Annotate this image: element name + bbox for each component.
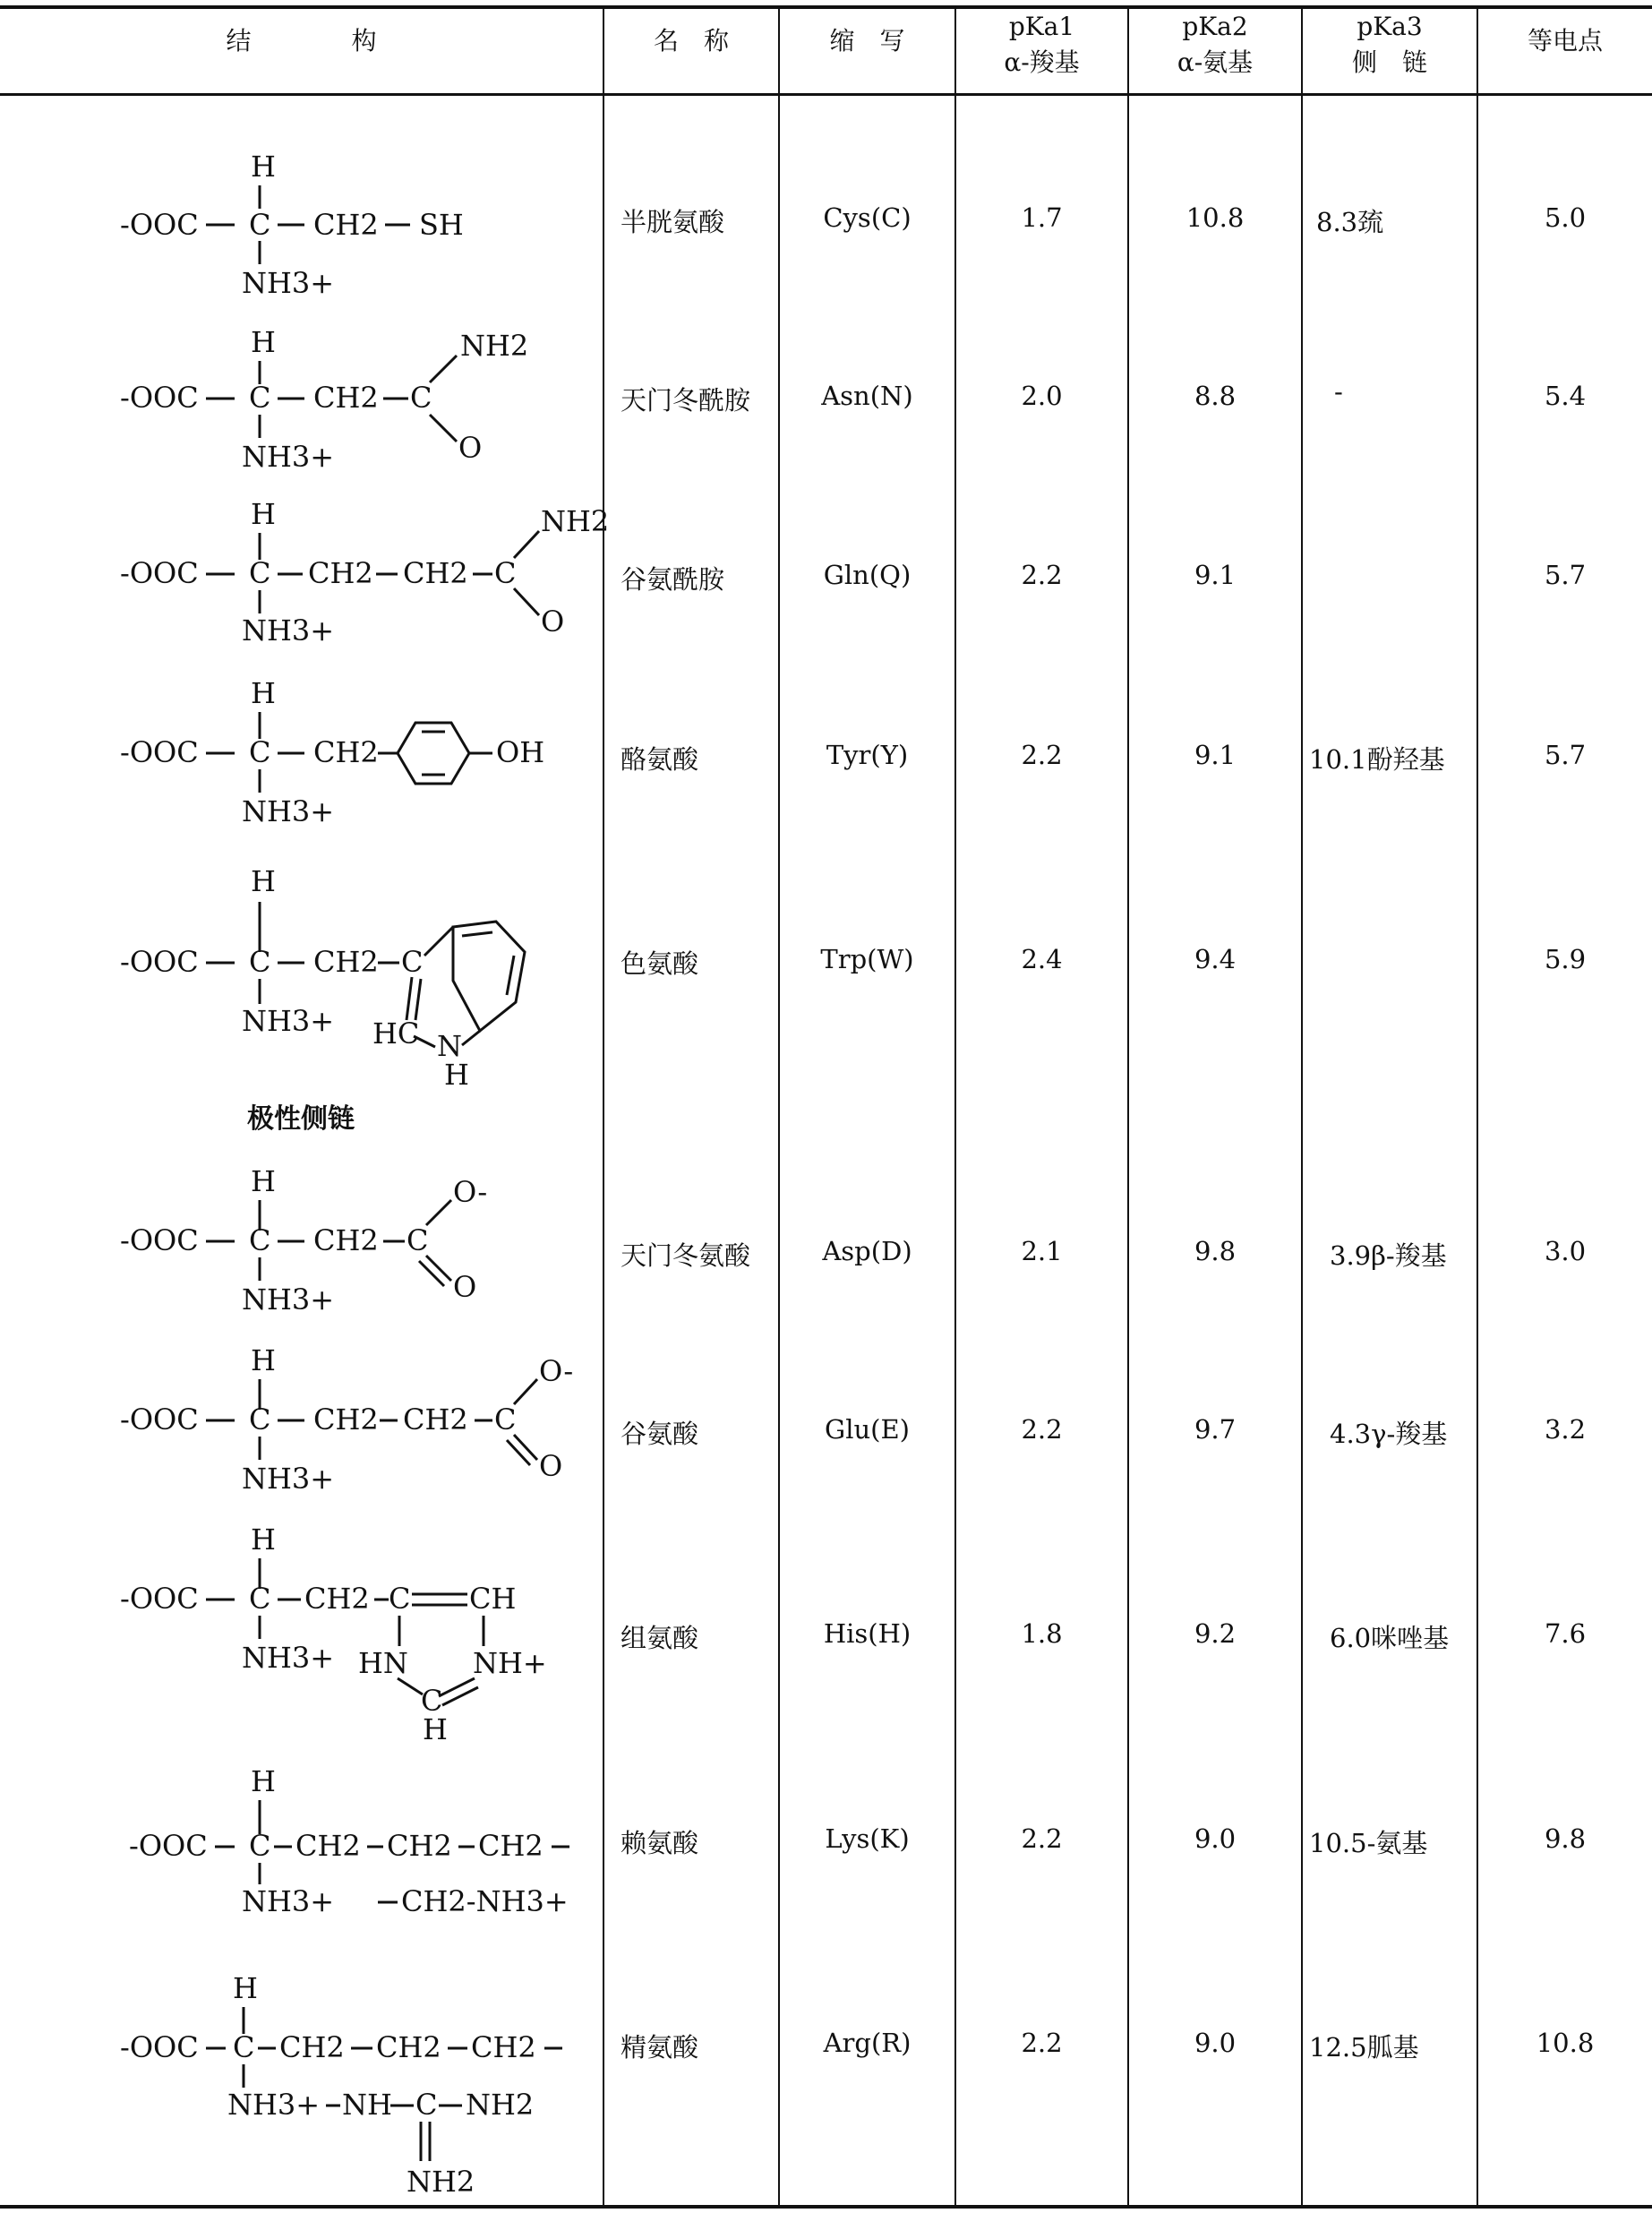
svg-text:NH3+: NH3+ [242, 1462, 335, 1496]
amino-acid-abbr: Asn(N) [821, 381, 913, 411]
structure-asp [116, 1155, 528, 1325]
pka3-value: 8.3巯 [1316, 207, 1384, 237]
section-label-polar: 极性侧链 [247, 1103, 355, 1135]
svg-text:C: C [249, 945, 271, 979]
svg-text:NH: NH [342, 2088, 392, 2122]
svg-text:CH2: CH2 [308, 556, 373, 590]
svg-text:C: C [494, 1402, 517, 1437]
svg-text:C: C [401, 945, 424, 979]
svg-text:C: C [249, 556, 271, 590]
col-divider [1477, 7, 1478, 2206]
svg-text:C: C [494, 556, 517, 590]
pka1-value: 2.1 [1021, 1236, 1063, 1266]
svg-text:OH: OH [496, 735, 545, 769]
isoelectric-point-value: 5.4 [1544, 381, 1587, 411]
svg-text:-OOC: -OOC [120, 556, 199, 590]
svg-text:H: H [251, 676, 276, 710]
svg-text:CH2: CH2 [376, 2030, 441, 2064]
top-rule [0, 5, 1652, 9]
svg-text:CH2: CH2 [304, 1582, 370, 1616]
svg-text:NH3+: NH3+ [242, 266, 335, 300]
amino-acid-name: 半胱氨酸 [621, 207, 725, 237]
structure-trp [116, 855, 582, 1092]
amino-acid-abbr: Gln(Q) [823, 560, 912, 590]
svg-text:C: C [249, 1829, 271, 1863]
svg-text:O: O [539, 1449, 563, 1483]
amino-acid-name: 谷氨酰胺 [621, 564, 725, 595]
amino-acid-abbr: Tyr(Y) [826, 740, 909, 770]
pka1-value: 1.8 [1021, 1618, 1063, 1649]
structure-glu [116, 1334, 600, 1505]
svg-text:NH3+: NH3+ [242, 1884, 335, 1918]
svg-text:H: H [251, 1523, 276, 1557]
svg-text:CH2: CH2 [313, 208, 379, 242]
amino-acid-name: 色氨酸 [621, 948, 699, 979]
svg-text:NH2: NH2 [407, 2165, 475, 2199]
header-pka1-sub: α-羧基 [1004, 47, 1080, 77]
svg-text:H: H [251, 864, 276, 898]
svg-text:C: C [249, 1223, 271, 1257]
isoelectric-point-value: 5.0 [1544, 202, 1587, 233]
svg-text:C: C [410, 381, 432, 415]
structure-gln [116, 488, 610, 649]
structure-cys [116, 139, 501, 300]
svg-text:SH: SH [419, 208, 464, 242]
svg-text:C: C [407, 1223, 429, 1257]
svg-text:C: C [389, 1582, 411, 1616]
svg-text:NH3+: NH3+ [242, 794, 335, 828]
amino-acid-abbr: Glu(E) [825, 1414, 910, 1445]
svg-text:CH2-NH3+: CH2-NH3+ [401, 1884, 569, 1918]
pka2-value: 10.8 [1186, 202, 1245, 233]
svg-text:O-: O- [453, 1175, 488, 1209]
svg-text:C: C [249, 735, 271, 769]
svg-text:HN: HN [358, 1646, 408, 1680]
svg-text:CH2: CH2 [403, 1402, 468, 1437]
svg-text:C: C [249, 1402, 271, 1437]
isoelectric-point-value: 3.0 [1544, 1236, 1587, 1266]
svg-text:H: H [251, 1764, 276, 1798]
svg-text:NH3+: NH3+ [242, 1282, 335, 1317]
structure-tyr [116, 667, 546, 837]
pka1-value: 2.4 [1021, 944, 1063, 974]
svg-text:-OOC: -OOC [120, 208, 199, 242]
header-isoelectric-point: 等电点 [1527, 26, 1603, 56]
svg-text:HC: HC [372, 1016, 420, 1051]
pka3-value: 12.5胍基 [1309, 2032, 1419, 2063]
svg-text:H: H [444, 1058, 469, 1092]
pka2-value: 9.0 [1194, 2028, 1237, 2058]
header-pka2-sub: α-氨基 [1177, 47, 1254, 77]
col-divider [1301, 7, 1303, 2206]
svg-text:NH2: NH2 [466, 2088, 535, 2122]
svg-text:H: H [251, 150, 276, 184]
svg-text:O: O [453, 1270, 477, 1304]
amino-acid-abbr: His(H) [823, 1618, 912, 1649]
pka2-value: 9.1 [1194, 740, 1237, 770]
pka1-value: 2.2 [1021, 1414, 1063, 1445]
svg-text:-OOC: -OOC [120, 2030, 199, 2064]
isoelectric-point-value: 5.9 [1544, 944, 1587, 974]
amino-acid-name: 组氨酸 [621, 1623, 699, 1653]
structure-arg [116, 1966, 600, 2208]
svg-text:NH3+: NH3+ [242, 440, 335, 474]
header-pka3: pKa3 [1357, 12, 1423, 41]
svg-text:-OOC: -OOC [120, 1402, 199, 1437]
col-divider [603, 7, 604, 2206]
col-divider [1127, 7, 1129, 2206]
svg-text:NH3+: NH3+ [242, 613, 335, 648]
svg-text:NH3+: NH3+ [242, 1641, 335, 1675]
header-structure: 结 构 [226, 26, 377, 56]
svg-text:CH2: CH2 [313, 735, 379, 769]
header-rule [0, 93, 1652, 96]
pka2-value: 9.1 [1194, 560, 1237, 590]
structure-lys [116, 1764, 600, 1934]
svg-text:CH2: CH2 [478, 1829, 544, 1863]
svg-text:-OOC: -OOC [120, 381, 199, 415]
amino-acid-name: 谷氨酸 [621, 1419, 699, 1449]
svg-text:CH: CH [469, 1582, 517, 1616]
pka1-value: 2.0 [1021, 381, 1063, 411]
svg-text:C: C [249, 208, 271, 242]
svg-text:CH2: CH2 [295, 1829, 361, 1863]
amino-acid-name: 天门冬氨酸 [621, 1240, 751, 1271]
svg-text:NH+: NH+ [473, 1646, 547, 1680]
isoelectric-point-value: 9.8 [1544, 1823, 1587, 1854]
structure-his [116, 1514, 582, 1746]
pka1-value: 2.2 [1021, 740, 1063, 770]
svg-text:N: N [437, 1029, 462, 1063]
svg-text:H: H [251, 325, 276, 359]
header-pka3-sub: 侧 链 [1351, 47, 1427, 77]
svg-text:CH2: CH2 [313, 1223, 379, 1257]
svg-text:-OOC: -OOC [120, 1223, 199, 1257]
pka3-value: 6.0咪唑基 [1330, 1623, 1450, 1653]
svg-text:NH3+: NH3+ [227, 2088, 321, 2122]
svg-text:CH2: CH2 [403, 556, 468, 590]
svg-text:C: C [249, 1582, 271, 1616]
pka3-value: 4.3γ-羧基 [1330, 1419, 1448, 1449]
structure-asn [116, 318, 537, 479]
pka2-value: 9.2 [1194, 1618, 1237, 1649]
pka2-value: 9.8 [1194, 1236, 1237, 1266]
amino-acid-abbr: Asp(D) [822, 1236, 912, 1266]
pka3-value: 3.9β-羧基 [1330, 1240, 1447, 1271]
svg-text:NH2: NH2 [541, 504, 610, 538]
svg-text:-OOC: -OOC [120, 735, 199, 769]
header-name: 名 称 [653, 26, 729, 56]
header-pka1: pKa1 [1008, 12, 1075, 41]
amino-acid-abbr: Cys(C) [823, 202, 912, 233]
pka1-value: 2.2 [1021, 560, 1063, 590]
svg-text:O: O [458, 431, 483, 465]
amino-acid-abbr: Trp(W) [820, 944, 914, 974]
pka2-value: 9.0 [1194, 1823, 1237, 1854]
amino-acid-name: 赖氨酸 [621, 1828, 699, 1858]
svg-text:CH2: CH2 [313, 1402, 379, 1437]
svg-text:CH2: CH2 [313, 381, 379, 415]
pka3-value: - [1334, 376, 1343, 407]
svg-text:CH2: CH2 [471, 2030, 536, 2064]
svg-text:NH3+: NH3+ [242, 1004, 335, 1038]
svg-text:H: H [251, 497, 276, 531]
pka2-value: 9.4 [1194, 944, 1237, 974]
svg-text:C: C [249, 381, 271, 415]
svg-text:C: C [415, 2088, 438, 2122]
svg-text:CH2: CH2 [313, 945, 379, 979]
isoelectric-point-value: 10.8 [1536, 2028, 1595, 2058]
svg-text:C: C [421, 1684, 443, 1718]
svg-text:H: H [251, 1164, 276, 1198]
amino-acid-abbr: Arg(R) [823, 2028, 912, 2058]
pka2-value: 9.7 [1194, 1414, 1237, 1445]
header-pka2: pKa2 [1182, 12, 1248, 41]
isoelectric-point-value: 7.6 [1544, 1618, 1587, 1649]
amino-acid-name: 精氨酸 [621, 2032, 699, 2063]
pka1-value: 1.7 [1021, 202, 1063, 233]
col-divider [778, 7, 780, 2206]
svg-text:NH2: NH2 [460, 329, 529, 363]
amino-acid-abbr: Lys(K) [825, 1823, 910, 1854]
pka1-value: 2.2 [1021, 2028, 1063, 2058]
pka2-value: 8.8 [1194, 381, 1237, 411]
isoelectric-point-value: 3.2 [1544, 1414, 1587, 1445]
col-divider [954, 7, 956, 2206]
svg-text:-OOC: -OOC [120, 1582, 199, 1616]
amino-acid-name: 天门冬酰胺 [621, 385, 751, 416]
svg-text:C: C [233, 2030, 255, 2064]
pka3-value: 10.1酚羟基 [1309, 744, 1445, 775]
pka1-value: 2.2 [1021, 1823, 1063, 1854]
svg-text:O-: O- [539, 1354, 574, 1388]
svg-text:H: H [423, 1712, 448, 1746]
header-abbr: 缩 写 [829, 26, 905, 56]
svg-text:-OOC: -OOC [120, 945, 199, 979]
svg-text:CH2: CH2 [279, 2030, 345, 2064]
amino-acid-name: 酪氨酸 [621, 744, 699, 775]
isoelectric-point-value: 5.7 [1544, 740, 1587, 770]
svg-text:O: O [541, 605, 565, 639]
isoelectric-point-value: 5.7 [1544, 560, 1587, 590]
pka3-value: 10.5-氨基 [1309, 1828, 1428, 1858]
svg-text:H: H [251, 1343, 276, 1377]
svg-text:H: H [233, 1971, 258, 2005]
svg-text:-OOC: -OOC [129, 1829, 208, 1863]
svg-text:CH2: CH2 [387, 1829, 452, 1863]
